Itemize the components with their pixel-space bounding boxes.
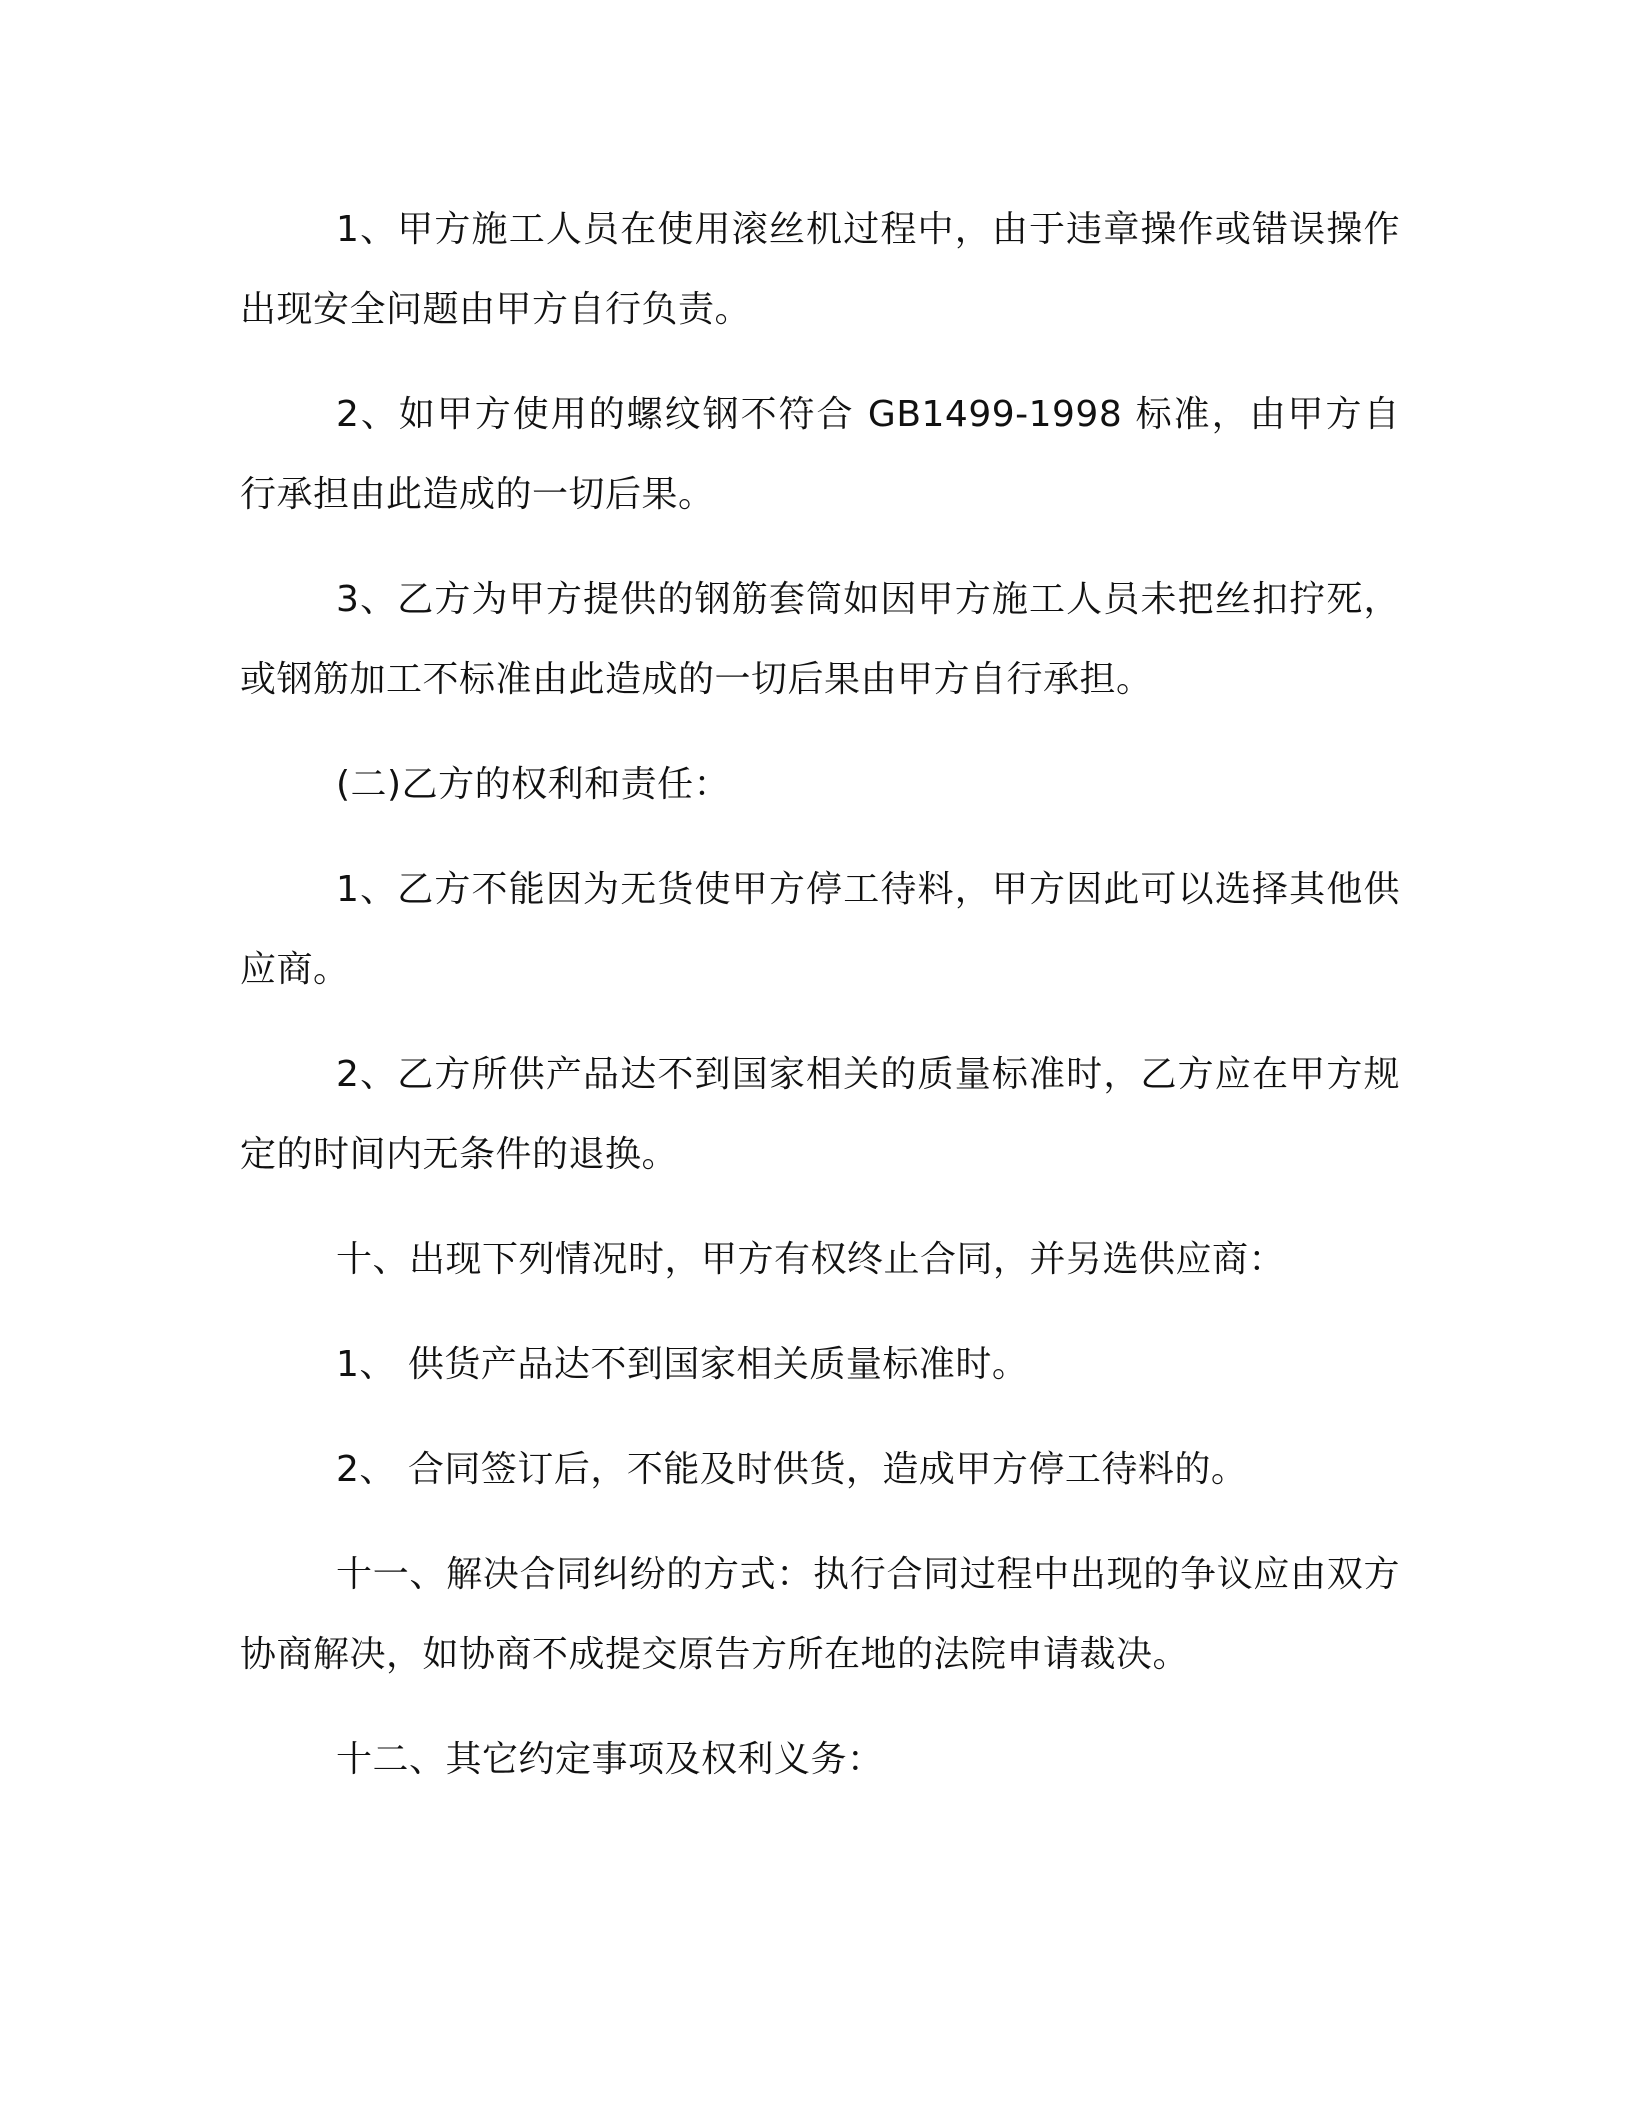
paragraph-termination-2: 2、 合同签订后，不能及时供货，造成甲方停工待料的。 [336,1449,1248,1490]
paragraph-party-b-2: 2、乙方所供产品达不到国家相关的质量标准时，乙方应在甲方规定的时间内无条件的退换。 [240,1054,1400,1175]
document-page [240,190,1400,1825]
section-heading-other-matters: 十二、其它约定事项及权利义务： [336,1739,884,1780]
section-heading-party-b: (二)乙方的权利和责任： [336,764,731,805]
paragraph-clause-1: 1、甲方施工人员在使用滚丝机过程中，由于违章操作或错误操作出现安全问题由甲方自行负责。 [240,209,1400,330]
paragraph-party-b-1: 1、乙方不能因为无货使甲方停工待料，甲方因此可以选择其他供应商。 [240,869,1400,990]
paragraph-clause-2: 2、如甲方使用的螺纹钢不符合 GB1499-1998 标准，由甲方自行承担由此造成的一切后果。 [240,394,1400,515]
paragraph-clause-3: 3、乙方为甲方提供的钢筋套筒如因甲方施工人员未把丝扣拧死，或钢筋加工不标准由此造成的一切后果由甲方自行承担。 [240,579,1400,700]
paragraph-dispute-resolution: 十一、解决合同纠纷的方式：执行合同过程中出现的争议应由双方协商解决，如协商不成提交原告方所在地的法院申请裁决。 [240,1554,1400,1675]
section-heading-termination: 十、出现下列情况时，甲方有权终止合同，并另选供应商： [336,1239,1286,1280]
paragraph-termination-1: 1、 供货产品达不到国家相关质量标准时。 [336,1344,1029,1385]
